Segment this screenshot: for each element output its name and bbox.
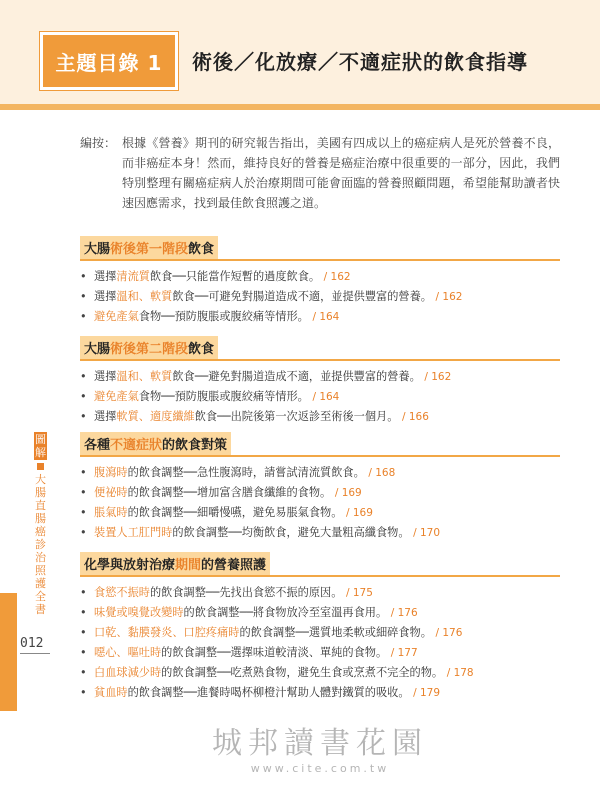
item-page-ref[interactable]: / 166 xyxy=(401,411,429,423)
list-item xyxy=(80,463,560,483)
bullet-icon: • xyxy=(80,270,87,283)
item-page-ref[interactable]: / 164 xyxy=(312,311,340,323)
item-keyword: 清流質 xyxy=(116,270,150,283)
section-heading-part: 大腸 xyxy=(84,242,111,257)
item-keyword: 白血球減少時 xyxy=(94,666,162,679)
bullet-icon: • xyxy=(80,390,87,403)
section-rule xyxy=(80,359,560,361)
item-page-ref[interactable]: / 176 xyxy=(390,607,418,619)
item-text: 選擇 xyxy=(94,290,117,303)
list-item xyxy=(80,307,560,327)
list-item xyxy=(80,683,560,703)
item-page-ref[interactable]: / 164 xyxy=(312,391,340,403)
item-keyword: 脹氣時 xyxy=(94,506,128,519)
section-heading-part: 飲食 xyxy=(188,342,215,357)
item-page-ref[interactable]: / 162 xyxy=(435,291,463,303)
item-keyword: 食慾不振時 xyxy=(94,586,150,599)
list-item xyxy=(80,523,560,543)
page-title: 術後／化放療／不適症狀的飲食指導 xyxy=(192,50,528,74)
item-keyword: 軟質、適度纖維 xyxy=(116,410,195,423)
page-number: 012 xyxy=(20,636,44,651)
item-page-ref[interactable]: / 162 xyxy=(424,371,452,383)
item-page-ref[interactable]: / 162 xyxy=(323,271,351,283)
list-item xyxy=(80,287,560,307)
item-page-ref[interactable]: / 178 xyxy=(446,667,474,679)
item-keyword: 避免產氣 xyxy=(94,310,139,323)
section-heading-part: 期間 xyxy=(175,558,202,573)
sidebar-label: 圖 解 xyxy=(35,433,46,459)
list-item xyxy=(80,387,560,407)
item-text: 飲食──避免對腸道造成不適，並提供豐富的營養。 xyxy=(172,370,421,383)
item-text: 食物──預防腹脹或腹絞痛等情形。 xyxy=(138,390,309,403)
item-text: 食物──預防腹脹或腹絞痛等情形。 xyxy=(138,310,309,323)
item-keyword: 味覺或嗅覺改變時 xyxy=(94,606,184,619)
item-text: 的飲食調整──細嚼慢嚥，避免易脹氣食物。 xyxy=(127,506,343,519)
section-rule xyxy=(80,575,560,577)
section-rule xyxy=(80,259,560,261)
bullet-icon: • xyxy=(80,586,87,599)
list-item xyxy=(80,583,560,603)
bullet-icon: • xyxy=(80,486,87,499)
item-keyword: 便祕時 xyxy=(94,486,128,499)
editor-note-label: 編按： xyxy=(80,136,117,150)
section-heading-part: 不適症狀 xyxy=(110,438,163,453)
item-page-ref[interactable]: / 170 xyxy=(413,527,441,539)
section xyxy=(80,236,560,327)
editor-note-text: 根據《營養》期刊的研究報告指出，美國有四成以上的癌症病人是死於營養不良，而非癌症本身！然而，維持良好的營養是癌症治療中很重要的一部分，因此，我們特別整理有關癌症病人於治療期間可能會面臨的營養照顧問題，希望能幫助讀者快速因應需求，找到最佳飲食照護之道。 xyxy=(122,136,560,210)
item-text: 選擇 xyxy=(94,270,117,283)
section-heading xyxy=(80,552,270,575)
item-text: 飲食──出院後第一次返診至術後一個月。 xyxy=(194,410,399,423)
section-heading-part: 的飲食對策 xyxy=(162,438,228,453)
watermark-url: www.cite.com.tw xyxy=(250,762,390,775)
bullet-icon: • xyxy=(80,370,87,383)
item-text: 飲食──只能當作短暫的過度飲食。 xyxy=(149,270,321,283)
section-heading-part: 各種 xyxy=(84,438,111,453)
editor-note xyxy=(80,133,560,213)
page-edge-tab xyxy=(0,593,17,711)
list-item xyxy=(80,623,560,643)
watermark-text: 城邦讀書花園 xyxy=(212,726,428,761)
bullet-icon: • xyxy=(80,410,87,423)
item-text: 的飲食調整──進餐時喝杯柳橙汁幫助人體對鐵質的吸收。 xyxy=(127,686,410,699)
item-text: 的飲食調整──均衡飲食，避免大量粗高纖食物。 xyxy=(172,526,410,539)
item-text: 的飲食調整──選質地柔軟或細碎食物。 xyxy=(239,626,432,639)
section-heading-part: 術後第二階段 xyxy=(110,342,189,357)
item-page-ref[interactable]: / 177 xyxy=(390,647,418,659)
item-keyword: 裝置人工肛門時 xyxy=(94,526,173,539)
list-item xyxy=(80,267,560,287)
bullet-icon: • xyxy=(80,686,87,699)
item-text: 的飲食調整──急性腹瀉時，請嘗試清流質飲食。 xyxy=(127,466,365,479)
topic-badge: 主題目錄 1 xyxy=(40,32,178,90)
bullet-icon: • xyxy=(80,666,87,679)
section-heading xyxy=(80,432,231,455)
item-keyword: 口乾、黏膜發炎、口腔疼痛時 xyxy=(94,626,240,639)
bullet-icon: • xyxy=(80,626,87,639)
bullet-icon: • xyxy=(80,646,87,659)
item-page-ref[interactable]: / 168 xyxy=(368,467,396,479)
section xyxy=(80,552,560,703)
item-text: 的飲食調整──將食物放冷至室溫再食用。 xyxy=(183,606,388,619)
page-number-rule xyxy=(20,653,50,654)
item-keyword: 腹瀉時 xyxy=(94,466,128,479)
item-page-ref[interactable]: / 169 xyxy=(346,507,373,519)
item-keyword: 溫和、軟質 xyxy=(116,290,173,303)
item-page-ref[interactable]: / 169 xyxy=(334,487,362,499)
item-text: 的飲食調整──吃煮熟食物，避免生食或烹煮不完全的物。 xyxy=(161,666,444,679)
bullet-icon: • xyxy=(80,290,87,303)
list-item xyxy=(80,643,560,663)
item-text: 選擇 xyxy=(94,410,117,423)
item-text: 的飲食調整──增加富含膳食纖維的食物。 xyxy=(127,486,332,499)
item-page-ref[interactable]: / 179 xyxy=(413,687,441,699)
list-item xyxy=(80,603,560,623)
section-heading xyxy=(80,236,218,259)
item-text: 選擇 xyxy=(94,370,117,383)
list-item xyxy=(80,483,560,503)
list-item xyxy=(80,367,560,387)
item-keyword: 噁心、嘔吐時 xyxy=(94,646,162,659)
item-text: 的飲食調整──選擇味道較清淡、單純的食物。 xyxy=(161,646,388,659)
section-rule xyxy=(80,455,560,457)
sidebar-book-title xyxy=(34,432,47,616)
item-keyword: 貧血時 xyxy=(94,686,128,699)
item-page-ref[interactable]: / 176 xyxy=(435,627,463,639)
watermark xyxy=(190,718,450,775)
sidebar-vertical-text: 大 腸 直 腸 癌 診 治 照 護 全 書 xyxy=(35,473,46,616)
bullet-icon: • xyxy=(80,310,87,323)
item-text: 的飲食調整──先找出食慾不振的原因。 xyxy=(149,586,343,599)
item-keyword: 溫和、軟質 xyxy=(116,370,173,383)
section xyxy=(80,432,560,543)
section-heading-part: 飲食 xyxy=(188,242,215,257)
bullet-icon: • xyxy=(80,606,87,619)
section xyxy=(80,336,560,427)
item-text: 飲食──可避免對腸道造成不適，並提供豐富的營養。 xyxy=(172,290,432,303)
section-heading xyxy=(80,336,218,359)
sidebar-square-icon xyxy=(37,463,44,470)
bullet-icon: • xyxy=(80,526,87,539)
section-heading-part: 的營養照護 xyxy=(201,558,267,573)
item-page-ref[interactable]: / 175 xyxy=(346,587,373,599)
section-heading-part: 大腸 xyxy=(84,342,111,357)
list-item xyxy=(80,503,560,523)
item-keyword: 避免產氣 xyxy=(94,390,139,403)
bullet-icon: • xyxy=(80,466,87,479)
header-rule xyxy=(0,104,600,110)
list-item xyxy=(80,407,560,427)
section-heading-part: 化學與放射治療 xyxy=(84,558,176,573)
list-item xyxy=(80,663,560,683)
section-heading-part: 術後第一階段 xyxy=(110,242,189,257)
bullet-icon: • xyxy=(80,506,87,519)
